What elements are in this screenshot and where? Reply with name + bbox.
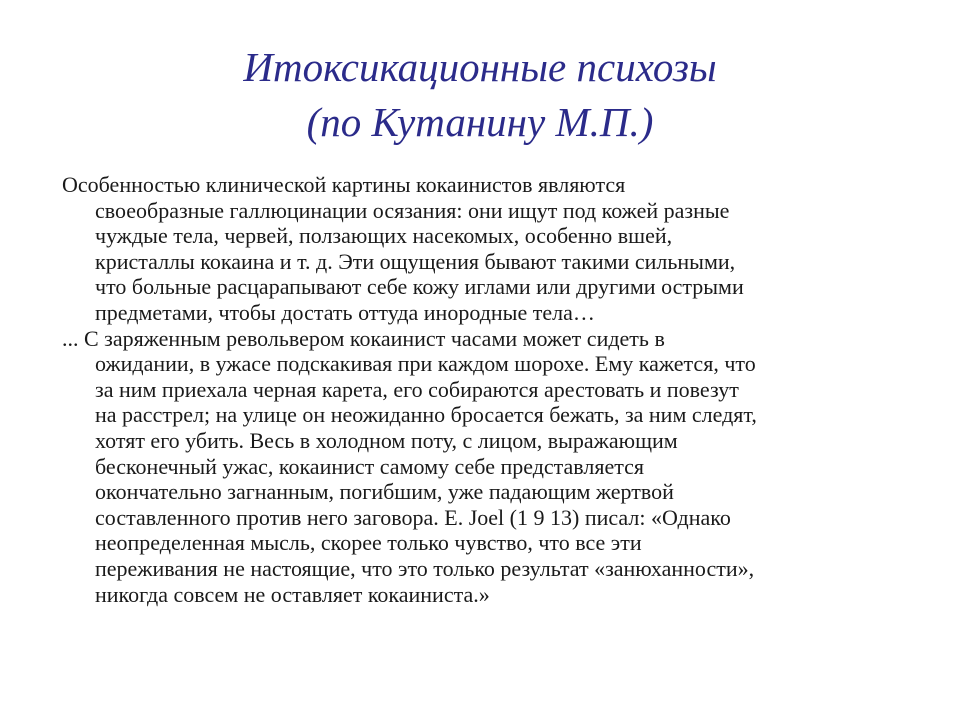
- text-line: неопределенная мысль, скорее только чувство, что все эти: [95, 530, 642, 556]
- text-line: ... С заряженным револьвером кокаинист часами может сидеть в: [62, 325, 665, 351]
- title-line: Итоксикационные психозы: [243, 44, 717, 90]
- text-line: что больные расцарапывают себе кожу иглами или другими острыми: [95, 274, 744, 300]
- text-line: переживания не настоящие, что это только результат «занюханности»,: [95, 555, 755, 581]
- text-line: ожидании, в ужасе подскакивая при каждом шорохе. Ему кажется, что: [95, 351, 756, 377]
- text-line: своеобразные галлюцинации осязания: они ищут под кожей разные: [95, 197, 730, 223]
- text-line: предметами, чтобы достать оттуда инородные тела…: [95, 299, 595, 325]
- text-line: чуждые тела, червей, ползающих насекомых, особенно вшей,: [95, 223, 673, 249]
- text-line: бесконечный ужас, кокаинист самому себе представляется: [95, 453, 645, 479]
- text-line: никогда совсем не оставляет кокаиниста.»: [95, 581, 490, 607]
- text-line: окончательно загнанным, погибшим, уже падающим жертвой: [95, 479, 674, 505]
- title-line: (по Кутанину М.П.): [306, 99, 654, 145]
- slide-body: [62, 172, 922, 607]
- text-line: за ним приехала черная карета, его собираются арестовать и повезут: [95, 376, 739, 402]
- text-line: Особенностью клинической картины кокаинистов являются: [62, 172, 626, 197]
- text-line: на расстрел; на улице он неожиданно бросается бежать, за ним следят,: [95, 402, 757, 428]
- text-line: хотят его убить. Весь в холодном поту, с лицом, выражающим: [95, 427, 678, 453]
- paragraph-clinical-picture: [62, 172, 922, 326]
- text-line: составленного против него заговора. E. Joel (1 9 13) писал: «Однако: [95, 504, 731, 530]
- text-line: кристаллы кокаина и т. д. Эти ощущения бывают такими сильными,: [95, 248, 736, 274]
- paragraph-quotation: [62, 326, 922, 608]
- slide-title: [0, 40, 960, 150]
